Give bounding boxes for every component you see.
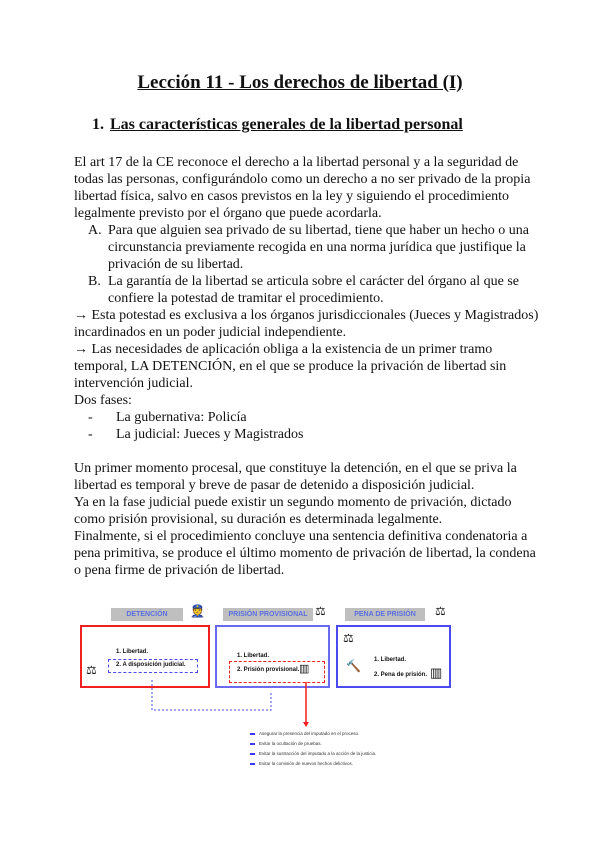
paragraph: El art 17 de la CE reconoce el derecho a la libertad personal y a la seguridad de todas las personas, configurándolo como un derecho a no ser privado de la propia libertad física, salvo en casos previstos en la ley y siguiendo el procedimiento legalmente previsto por el órgano que puede acordarla.: [74, 155, 531, 221]
list-item: [74, 222, 544, 273]
body-text: [74, 154, 544, 579]
section-heading: [92, 116, 463, 134]
prison-icon: ▥: [299, 663, 310, 675]
legend-item: Evitar la comisión de nuevos hechos delictivos.: [250, 761, 353, 766]
option-text: 2. Prisión provisional.: [237, 667, 300, 673]
header-prision-provisional: PRISIÓN PROVISIONAL: [223, 608, 313, 621]
paragraph: Finalmente, si el procedimiento concluye una sentencia definitiva condenatoria a pena primitiva, se produce el último momento de privación de libertad, la condena o pena firme de privación de libertad.: [74, 529, 536, 578]
header-detencion: DETENCIÓN: [111, 608, 183, 621]
paragraph: → Esta potestad es exclusiva a los órganos jurisdiccionales (Jueces y Magistrados) incardinados en un poder judicial independiente.: [74, 308, 539, 340]
page-title: Lección 11 - Los derechos de libertad (I): [137, 72, 463, 93]
gavel-icon: 🔨: [346, 659, 361, 673]
list-text: La judicial: Jueces y Magistrados: [116, 427, 304, 442]
legend-item: Asegurar la presencia del imputado en el proceso.: [250, 731, 359, 736]
judge-icon: ⚖: [435, 604, 446, 618]
legend-item: Evitar la ocultación de pruebas.: [250, 741, 322, 746]
list-item: [74, 273, 544, 307]
paragraph: Ya en la fase judicial puede existir un segundo momento de privación, dictado como prisión provisional, su duración es determinada legalmente.: [74, 495, 512, 527]
option-text: 1. Libertad.: [237, 653, 270, 659]
list-item: [74, 426, 544, 443]
diagram: [75, 600, 465, 780]
paragraph: Dos fases:: [74, 393, 132, 408]
section-number: 1.: [92, 116, 104, 133]
judge-icon: ⚖: [343, 631, 354, 645]
option-text: 1. Libertad.: [116, 649, 149, 655]
list-text: La garantía de la libertad se articula sobre el carácter del órgano al que se confiere la potestad de tramitar el procedimiento.: [108, 274, 519, 306]
option-text: 1. Libertad.: [374, 657, 407, 663]
judge-icon: ⚖: [315, 604, 326, 618]
paragraph: → Las necesidades de aplicación obliga a la existencia de un primer tramo temporal, LA DETENCIÓN, en el que se produce la privación de libertad sin intervención judicial.: [74, 342, 507, 391]
header-pena-prision: PENA DE PRISIÓN: [345, 608, 425, 621]
section-title: Las características generales de la libertad personal: [110, 116, 463, 133]
judge-icon: ⚖: [86, 663, 97, 677]
list-text: La gubernativa: Policía: [116, 410, 247, 425]
list-marker: B.: [88, 274, 101, 289]
option-text: 2. Pena de prisión.: [374, 672, 428, 678]
option-text: 2. A disposición judicial.: [116, 662, 186, 668]
list-marker: -: [88, 410, 93, 425]
list-item: [74, 409, 544, 426]
list-marker: -: [88, 427, 93, 442]
list-text: Para que alguien sea privado de su libertad, tiene que haber un hecho o una circunstancia previamente recogida en una norma jurídica que justifique la privación de su libertad.: [108, 223, 530, 272]
prison-icon: ▥: [430, 665, 443, 680]
paragraph: Un primer momento procesal, que constituye la detención, en el que se priva la libertad es temporal y breve de pasar de detenido a disposición judicial.: [74, 461, 517, 493]
list-marker: A.: [88, 223, 102, 238]
legend-item: Evitar la sustracción del imputado a la acción de la justicia.: [250, 751, 376, 756]
police-icon: 👮: [190, 604, 205, 618]
